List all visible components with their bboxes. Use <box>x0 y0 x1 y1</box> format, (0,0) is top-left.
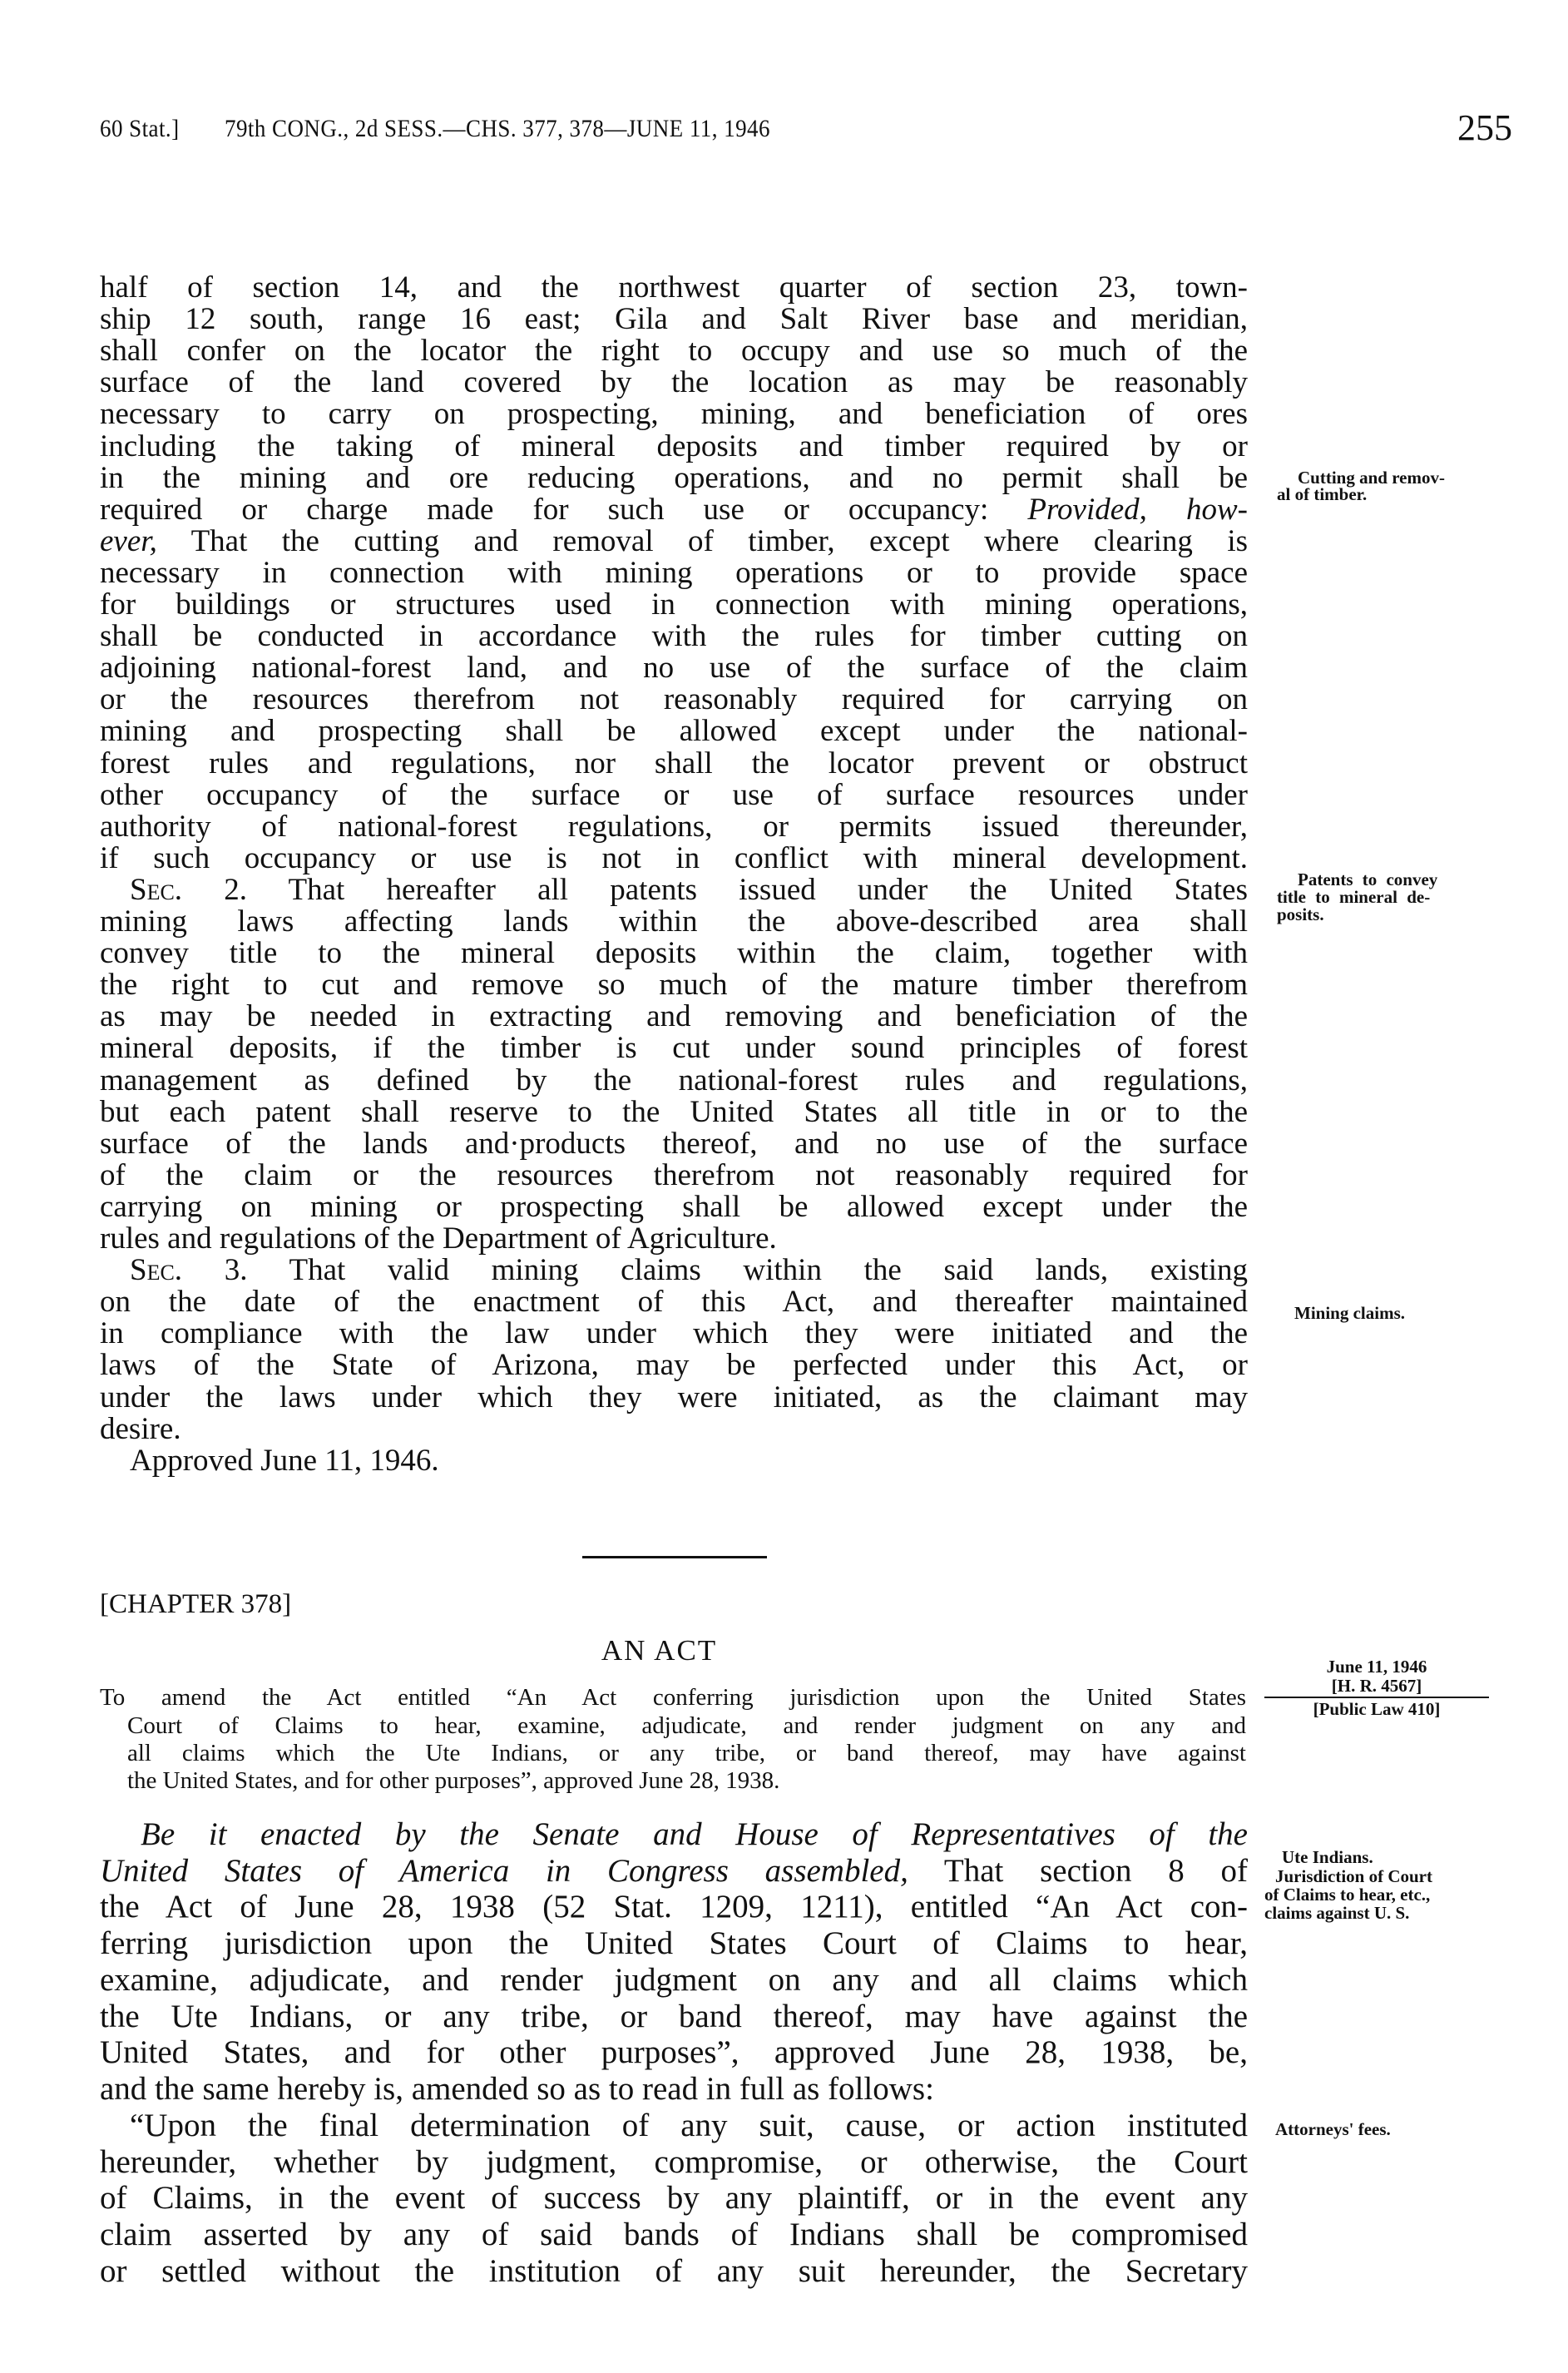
text-segment: the Act of June 28, 1938 (52 Stat. 1209, 1211), entitled “An Act con- <box>100 1889 1248 1925</box>
text-segment: desire. <box>100 1411 181 1446</box>
text-line <box>100 1157 1248 1192</box>
text-segment: claim asserted by any of said bands of Indians shall be compromised <box>100 2216 1248 2252</box>
text-segment: for buildings or structures used in connection with mining operations, <box>100 587 1248 622</box>
text-line <box>100 840 1248 875</box>
text-segment: or the resources therefrom not reasonably required for carrying on <box>100 682 1248 717</box>
text-segment: adjoining national-forest land, and no use of the surface of the claim <box>100 651 1248 686</box>
text-line <box>141 1816 1248 1853</box>
text-segment: mining laws affecting lands within the above-described area shall <box>100 904 1248 939</box>
text-line <box>100 431 1248 463</box>
text-segment: forest rules and regulations, nor shall the locator prevent or obstruct <box>100 746 1248 780</box>
text-line <box>100 460 1248 495</box>
text-segment: if such occupancy or use is not in conflict with mineral development. <box>100 840 1248 875</box>
text-line <box>100 399 1248 430</box>
text-line <box>100 335 1248 367</box>
text-line <box>100 589 1248 621</box>
text-segment: shall confer on the locator the right to occupy and use so much of the <box>100 334 1248 369</box>
text-segment: laws of the State of Arizona, may be perfected under this Act, or <box>100 1348 1248 1383</box>
text-segment: in the mining and ore reducing operations, and no permit shall be <box>100 460 1248 495</box>
text-segment: hereunder, whether by judgment, compromise, or otherwise, the Court <box>100 2143 1248 2180</box>
running-header-volume: 60 Stat.] <box>100 115 180 142</box>
text-line <box>100 1318 1248 1350</box>
text-line <box>130 874 1248 906</box>
text-line <box>100 1411 1248 1446</box>
text-segment: surface of the lands and·products thereof, and no use of the surface <box>100 1126 1248 1161</box>
text-segment: ever, <box>100 523 157 558</box>
text-line <box>100 969 1248 1001</box>
text-segment: surface of the land covered by the location as may be reasonably <box>100 365 1248 400</box>
text-segment: “Upon the final determination of any suit, cause, or action instituted <box>130 2107 1248 2143</box>
text-segment: Sec. 3. <box>130 1253 248 1288</box>
text-line <box>100 2034 1248 2071</box>
margin-note-ute: claims against U. S. <box>1264 1903 1410 1923</box>
public-law-number: [Public Law 410] <box>1313 1699 1441 1719</box>
text-segment: other occupancy of the surface or use of surface resources under <box>100 777 1248 812</box>
margin-note-ute: Jurisdiction of Court <box>1275 1866 1432 1886</box>
text-line <box>100 777 1248 812</box>
text-segment: mining and prospecting shall be allowed except under the national- <box>100 714 1248 749</box>
text-segment: carrying on mining or prospecting shall be allowed except under the <box>100 1189 1248 1224</box>
text-line <box>100 1889 1248 1925</box>
text-line <box>100 1065 1248 1097</box>
margin-note-patents: posits. <box>1277 904 1324 924</box>
margin-note-mining: Mining claims. <box>1294 1303 1406 1323</box>
section-divider <box>582 1556 767 1558</box>
text-segment: That the cutting and removal of timber, except where clearing is <box>156 523 1248 558</box>
text-line <box>100 1128 1248 1160</box>
margin-note-cutting: Cutting and remov- <box>1298 468 1445 488</box>
text-segment: United States of America in Congress assembled, <box>100 1852 908 1889</box>
text-segment: That section 8 of <box>908 1852 1248 1889</box>
text-line <box>100 1999 1248 2035</box>
text-segment: half of section 14, and the northwest quarter of section 23, town- <box>100 270 1248 305</box>
text-line <box>100 523 1248 558</box>
text-segment: of the claim or the resources therefrom not reasonably required for <box>100 1157 1248 1192</box>
chapter-label: [CHAPTER 378] <box>100 1589 292 1619</box>
title-line: To amend the Act entitled “An Act conferring jurisdiction upon the United States <box>100 1684 1246 1711</box>
text-line <box>100 2253 1248 2290</box>
margin-note-cutting: al of timber. <box>1277 484 1368 504</box>
text-segment: Provided, how- <box>1027 492 1248 527</box>
text-line <box>100 1001 1248 1033</box>
text-segment: examine, adjudicate, and render judgment on any and all claims which <box>100 1961 1248 1998</box>
text-line <box>100 1033 1248 1064</box>
text-segment: or settled without the institution of any suit hereunder, the Secretary <box>100 2252 1248 2289</box>
text-line <box>100 1350 1248 1381</box>
text-line <box>100 748 1248 780</box>
text-segment: of Claims, in the event of success by any plaintiff, or in the event any <box>100 2180 1248 2217</box>
text-line <box>100 494 1248 526</box>
page-number: 255 <box>1457 107 1512 148</box>
margin-note-ute: of Claims to hear, etc., <box>1264 1885 1431 1905</box>
text-segment: ship 12 south, range 16 east; Gila and Salt River base and meridian, <box>100 302 1248 337</box>
text-segment: under the laws under which they were initiated, as the claimant may <box>100 1380 1248 1414</box>
text-segment: in compliance with the law under which they were initiated and the <box>100 1316 1248 1351</box>
text-line <box>100 621 1248 652</box>
text-line <box>100 1094 1248 1129</box>
text-line <box>100 272 1248 304</box>
margin-note-patents: title to mineral de- <box>1277 887 1431 907</box>
text-line <box>100 1223 1248 1255</box>
text-segment: rules and regulations of the Department of Agriculture. <box>100 1221 777 1256</box>
text-line <box>100 304 1248 335</box>
text-line <box>130 1255 1248 1286</box>
text-segment: Be it enacted by the Senate and House of Representatives of the <box>141 1816 1248 1852</box>
act-heading: AN ACT <box>601 1634 718 1667</box>
bill-date: June 11, 1946 <box>1326 1657 1427 1677</box>
margin-note-attorneys: Attorneys' fees. <box>1275 2119 1391 2139</box>
text-segment: convey title to the mineral deposits within the claim, together with <box>100 936 1248 971</box>
running-header-title: 79th CONG., 2d SESS.—CHS. 377, 378—JUNE 11, 1946 <box>225 115 770 142</box>
text-line <box>100 2180 1248 2217</box>
text-segment: Approved June 11, 1946. <box>130 1443 439 1478</box>
text-line <box>100 938 1248 969</box>
margin-note-ute: Ute Indians. <box>1282 1847 1373 1867</box>
title-line: all claims which the Ute Indians, or any tribe, or band thereof, may have against <box>127 1740 1246 1766</box>
text-line <box>100 2144 1248 2181</box>
text-line <box>100 906 1248 938</box>
bill-number: [H. R. 4567] <box>1331 1676 1422 1696</box>
text-segment: That hereafter all patents issued under the United States <box>246 872 1248 907</box>
text-line <box>100 1925 1248 1962</box>
text-line <box>100 1962 1248 1999</box>
text-segment: authority of national-forest regulations, or permits issued thereunder, <box>100 809 1248 844</box>
text-line <box>100 557 1248 589</box>
text-segment: United States, and for other purposes”, approved June 28, 1938, be, <box>100 2034 1248 2071</box>
text-line <box>100 1853 1248 1890</box>
text-segment: management as defined by the national-forest rules and regulations, <box>100 1063 1248 1097</box>
title-line: Court of Claims to hear, examine, adjudicate, and render judgment on any and <box>127 1712 1246 1739</box>
text-line <box>100 367 1248 399</box>
text-segment: and the same hereby is, amended so as to read in full as follows: <box>100 2071 934 2108</box>
text-line <box>100 811 1248 843</box>
text-segment: required or charge made for such use or occupancy: <box>100 492 1028 527</box>
text-segment: necessary in connection with mining operations or to provide space <box>100 555 1248 590</box>
text-segment: Sec. 2. <box>130 872 247 907</box>
text-segment: as may be needed in extracting and removing and beneficiation of the <box>100 999 1248 1034</box>
text-line <box>130 2108 1248 2144</box>
text-segment: on the date of the enactment of this Act, and thereafter maintained <box>100 1285 1248 1320</box>
text-segment: mineral deposits, if the timber is cut under sound principles of forest <box>100 1031 1248 1066</box>
text-segment: the Ute Indians, or any tribe, or band thereof, may have against the <box>100 1998 1248 2034</box>
title-line: the United States, and for other purposes”, approved June 28, 1938. <box>127 1767 780 1794</box>
text-segment: necessary to carry on prospecting, mining, and beneficiation of ores <box>100 397 1248 432</box>
text-segment: shall be conducted in accordance with the rules for timber cutting on <box>100 619 1248 654</box>
text-line <box>100 2217 1248 2253</box>
text-line <box>100 684 1248 716</box>
text-line <box>100 1286 1248 1318</box>
text-line <box>130 1445 1248 1477</box>
text-segment: including the taking of mineral deposits and timber required by or <box>100 429 1248 463</box>
text-line <box>100 1191 1248 1223</box>
text-segment: ferring jurisdiction upon the United States Court of Claims to hear, <box>100 1925 1248 1962</box>
text-segment: but each patent shall reserve to the United States all title in or to the <box>100 1094 1248 1129</box>
text-line <box>100 716 1248 747</box>
margin-note-patents: Patents to convey <box>1298 869 1438 889</box>
text-line <box>100 1382 1248 1414</box>
bill-rule <box>1264 1697 1489 1698</box>
text-segment: the right to cut and remove so much of the mature timber therefrom <box>100 968 1248 1003</box>
text-segment: That valid mining claims within the said lands, existing <box>247 1253 1248 1288</box>
text-line <box>100 2071 1248 2108</box>
text-line <box>100 652 1248 684</box>
